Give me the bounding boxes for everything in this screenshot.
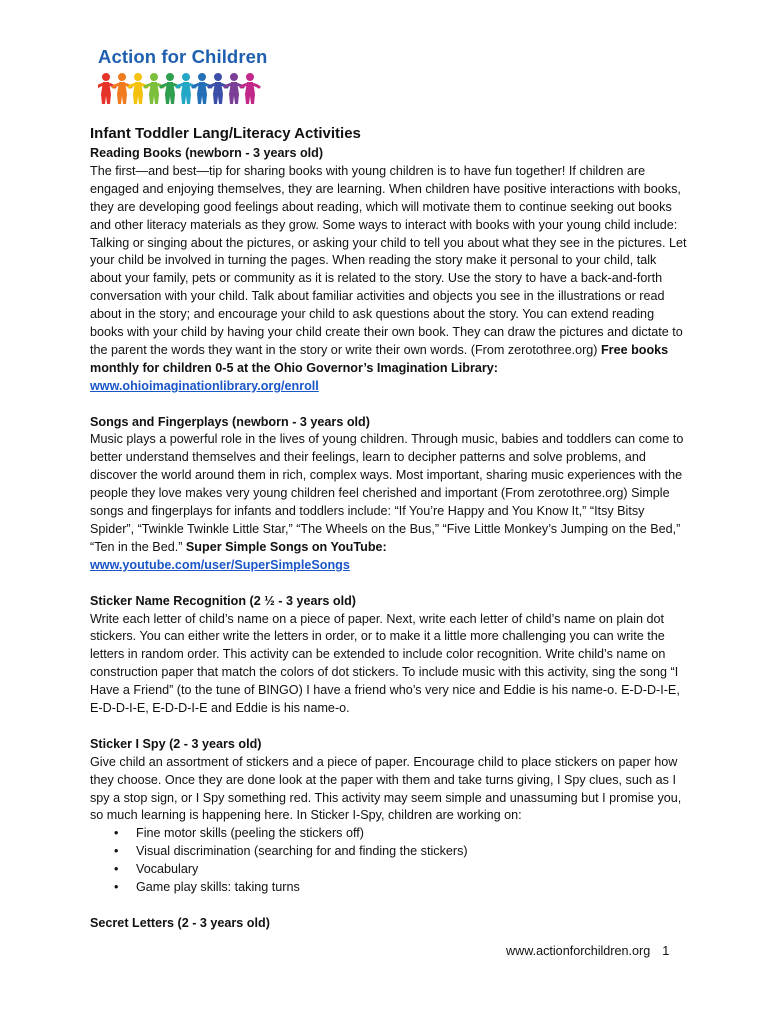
spacer <box>90 575 690 593</box>
children-figures-logo <box>98 72 262 106</box>
section-body: Write each letter of child’s name on a piece of paper. Next, write each letter of child’s name on plain dot stickers. You can either write the letters in order, or to make it a little more challenging you can write the letters in random order. This activity can be extended to include color recognition. Write child’s name on construction paper that match the colors of dot stickers. To include music with this activity, sing the song “I Have a Friend” (to the tune of BINGO) I have a friend who’s very nice and Eddie is his name-o. E-D-D-I-E, E-D-D-I-E, E-D-D-I-E and Eddie is his name-o. <box>90 611 680 716</box>
section-reading-books <box>90 145 690 396</box>
child-figure-icon <box>129 73 147 104</box>
section-songs-fingerplays <box>90 414 690 575</box>
footer-url: www.actionforchildren.org <box>506 944 651 958</box>
section-body <box>90 431 690 574</box>
list-item-text: Visual discrimination (searching for and finding the stickers) <box>136 844 468 859</box>
child-figure-icon <box>98 73 115 104</box>
bullet-icon: • <box>114 880 119 895</box>
child-figure-icon <box>193 73 211 104</box>
child-figure-icon <box>177 73 195 104</box>
section-heading: Reading Books (newborn - 3 years old) <box>90 146 324 160</box>
section-heading: Songs and Fingerplays (newborn - 3 years old) <box>90 414 370 429</box>
imagination-library-link[interactable]: www.ohioimaginationlibrary.org/enroll <box>90 378 319 393</box>
spacer <box>90 718 690 736</box>
logo-text: Action for Children <box>98 46 268 67</box>
page-number: 1 <box>662 944 670 958</box>
section-body <box>90 163 690 396</box>
child-figure-icon <box>225 73 243 104</box>
section-bold-note: Free books monthly for children 0-5 at the Ohio Governor’s Imagination Library: <box>90 342 669 375</box>
section-heading: Secret Letters (2 - 3 years old) <box>90 915 270 930</box>
super-simple-songs-link[interactable]: www.youtube.com/user/SuperSimpleSongs <box>90 557 350 572</box>
list-item <box>114 825 690 843</box>
skills-list <box>90 825 690 897</box>
list-item <box>114 861 690 879</box>
child-figure-icon <box>209 73 227 104</box>
spacer <box>90 396 690 414</box>
section-heading: Sticker I Spy (2 - 3 years old) <box>90 736 262 751</box>
child-figure-icon <box>113 73 131 104</box>
section-sticker-i-spy <box>90 736 690 897</box>
bullet-icon: • <box>114 826 119 841</box>
bullet-icon: • <box>114 862 119 877</box>
section-heading: Sticker Name Recognition (2 ½ - 3 years old) <box>90 593 356 608</box>
list-item <box>114 879 690 897</box>
document-body <box>90 124 690 933</box>
spacer <box>90 897 690 915</box>
logo <box>98 46 268 108</box>
child-figure-icon <box>241 73 259 104</box>
list-item <box>114 843 690 861</box>
section-sticker-name-recognition <box>90 593 690 718</box>
section-text: Music plays a powerful role in the lives of young children. Through music, babies and toddlers can come to better understand themselves and their feelings, learn to decipher patterns and solve problems, and discover the world around them in rich, complex ways. Most important, sharing music experiences with the people they love makes very young children feel cherished and important (From zerotothree.org) Simple songs and fingerplays for infants and toddlers include: “If You’re Happy and You Know It,” “Itsy Bitsy Spider”, “Twinkle Twinkle Little Star,” “The Wheels on the Bus,” “Five Little Monkey’s Jumping on the Bed,” “Ten in the Bed.” <box>90 432 684 554</box>
section-body: Give child an assortment of stickers and a piece of paper. Encourage child to place stickers on paper how they choose. Once they are done look at the paper with them and take turns giving, I Spy clues, such as I spy a stop sign, or I Spy something red. This activity may seem simple and unassuming but I promise you, so much learning is happening here. In Sticker I-Spy, children are working on: <box>90 754 682 823</box>
page-footer <box>506 944 669 958</box>
document-title: Infant Toddler Lang/Literacy Activities <box>90 125 361 142</box>
child-figure-icon <box>145 73 163 104</box>
section-text: The first—and best—tip for sharing books with young children is to have fun together! If children are engaged and enjoying themselves, they are learning. When children have positive interactions with books, they are developing good feelings about reading, which will motivate them to continue seeking out books and other literacy materials as they grow. Some ways to interact with books with your young child include: Talking or singing about the pictures, or asking your child to tell you about what they see in the pictures. Let your child be involved in turning the pages. When reading the story make it personal to your child, talk about your family, pets or community as it is related to the story. Use the story to have a back-and-forth conversation with your child. Talk about familiar activities and objects you see in the illustrations or read about in the story; and encourage your child to ask questions about the story. You can extend reading books with your child by having your child create their own book. They can draw the pictures and dictate to the parent the words they want in the story or write their own words. (From zerotothree.org) <box>90 163 687 357</box>
list-item-text: Game play skills: taking turns <box>136 880 300 895</box>
section-secret-letters <box>90 915 690 933</box>
child-figure-icon <box>161 73 179 104</box>
section-bold-note: Super Simple Songs on YouTube: <box>185 539 387 554</box>
list-item-text: Vocabulary <box>136 862 199 877</box>
bullet-icon: • <box>114 844 119 859</box>
list-item-text: Fine motor skills (peeling the stickers off) <box>136 826 364 841</box>
